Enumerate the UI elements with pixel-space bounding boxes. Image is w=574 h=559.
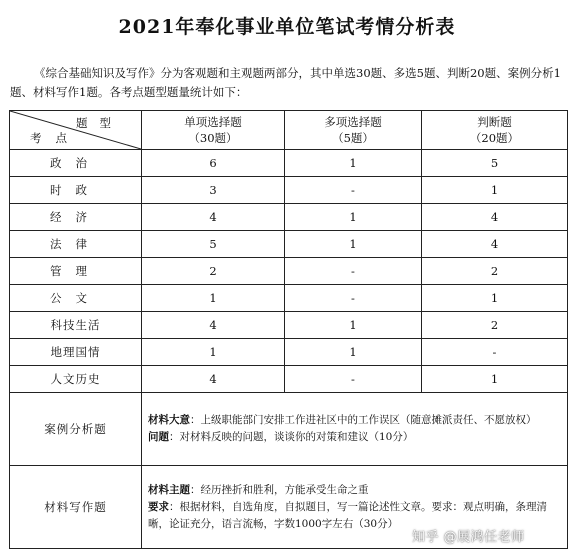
table-row: [10, 150, 568, 177]
case-line-1: [148, 412, 561, 429]
case-line-2: [148, 429, 561, 446]
judge-cell: 4: [422, 204, 568, 231]
judge-cell: 2: [422, 258, 568, 285]
col-header-multi-name: 多项选择题: [324, 115, 382, 129]
judge-cell: 1: [422, 285, 568, 312]
table-row: [10, 339, 568, 366]
exam-stats-table: [9, 110, 568, 549]
multi-cell: -: [285, 177, 422, 204]
case-analysis-label: 案例分析题: [10, 393, 142, 466]
corner-top-label: 题型: [76, 116, 123, 130]
table-row: [10, 312, 568, 339]
material-writing-label: 材料写作题: [10, 466, 142, 549]
topic-cell: 时政: [10, 177, 142, 204]
case-line-2-text: ：对材料反映的问题，谈谈你的对策和建议（10分）: [169, 431, 414, 443]
intro-paragraph: 《综合基础知识及写作》分为客观题和主观题两部分，其中单选30题、多选5题、判断20题、案例分析1题、材料写作1题。各考点题型题量统计如下：: [10, 66, 561, 99]
multi-cell: 1: [285, 204, 422, 231]
multi-cell: -: [285, 285, 422, 312]
writing-line-1-key: 材料主题: [148, 483, 190, 496]
zhihu-watermark: 知乎 @展鸿任老师: [412, 530, 525, 545]
single-cell: 6: [142, 150, 285, 177]
multi-cell: -: [285, 258, 422, 285]
col-header-judge-count: （20题）: [469, 131, 520, 145]
topic-cell: 地理国情: [10, 339, 142, 366]
corner-header-cell: [10, 111, 142, 150]
case-line-1-text: ：上级职能部门安排工作进社区中的工作误区（随意摊派责任、不愿放权）: [190, 414, 537, 426]
multi-cell: 1: [285, 312, 422, 339]
col-header-single-name: 单项选择题: [184, 115, 242, 129]
topic-cell: 政治: [10, 150, 142, 177]
single-cell: 4: [142, 312, 285, 339]
case-line-1-key: 材料大意: [148, 414, 190, 426]
corner-bottom-label: 考点: [30, 131, 81, 145]
col-header-judge: [422, 111, 568, 150]
single-cell: 1: [142, 339, 285, 366]
judge-cell: 4: [422, 231, 568, 258]
topic-cell: 公文: [10, 285, 142, 312]
judge-cell: 5: [422, 150, 568, 177]
writing-line-2-key: 要求: [148, 500, 169, 513]
judge-cell: 1: [422, 177, 568, 204]
table-row: [10, 177, 568, 204]
multi-cell: 1: [285, 339, 422, 366]
single-cell: 5: [142, 231, 285, 258]
judge-cell: 1: [422, 366, 568, 393]
multi-cell: 1: [285, 150, 422, 177]
writing-line-1: [148, 482, 561, 499]
single-cell: 4: [142, 204, 285, 231]
case-line-2-key: 问题: [148, 431, 169, 443]
col-header-judge-name: 判断题: [477, 115, 512, 129]
writing-line-1-text: ：经历挫折和胜利，方能承受生命之重: [190, 483, 369, 496]
col-header-single-count: （30题）: [188, 131, 238, 145]
table-row: [10, 366, 568, 393]
judge-cell: 2: [422, 312, 568, 339]
single-cell: 3: [142, 177, 285, 204]
table-row: [10, 258, 568, 285]
case-analysis-desc: [142, 393, 568, 466]
single-cell: 2: [142, 258, 285, 285]
topic-cell: 法律: [10, 231, 142, 258]
table-row: [10, 231, 568, 258]
col-header-single: [142, 111, 285, 150]
writing-line-2-text: ：根据材料，自选角度，自拟题目，写一篇论述性文章。要求：观点明确，条理清晰，论证充分，语言流畅，字数1000字左右（30分）: [148, 500, 547, 530]
topic-cell: 经济: [10, 204, 142, 231]
topic-cell: 科技生活: [10, 312, 142, 339]
topic-cell: 管理: [10, 258, 142, 285]
multi-cell: -: [285, 366, 422, 393]
judge-cell: -: [422, 339, 568, 366]
case-analysis-row: [10, 393, 568, 466]
topic-cell: 人文历史: [10, 366, 142, 393]
single-cell: 4: [142, 366, 285, 393]
multi-cell: 1: [285, 231, 422, 258]
single-cell: 1: [142, 285, 285, 312]
table-row: [10, 204, 568, 231]
col-header-multi-count: （5题）: [332, 131, 374, 145]
page-title: 2021年奉化事业单位笔试考情分析表: [118, 16, 456, 38]
col-header-multi: [285, 111, 422, 150]
table-header-row: [10, 111, 568, 150]
table-row: [10, 285, 568, 312]
